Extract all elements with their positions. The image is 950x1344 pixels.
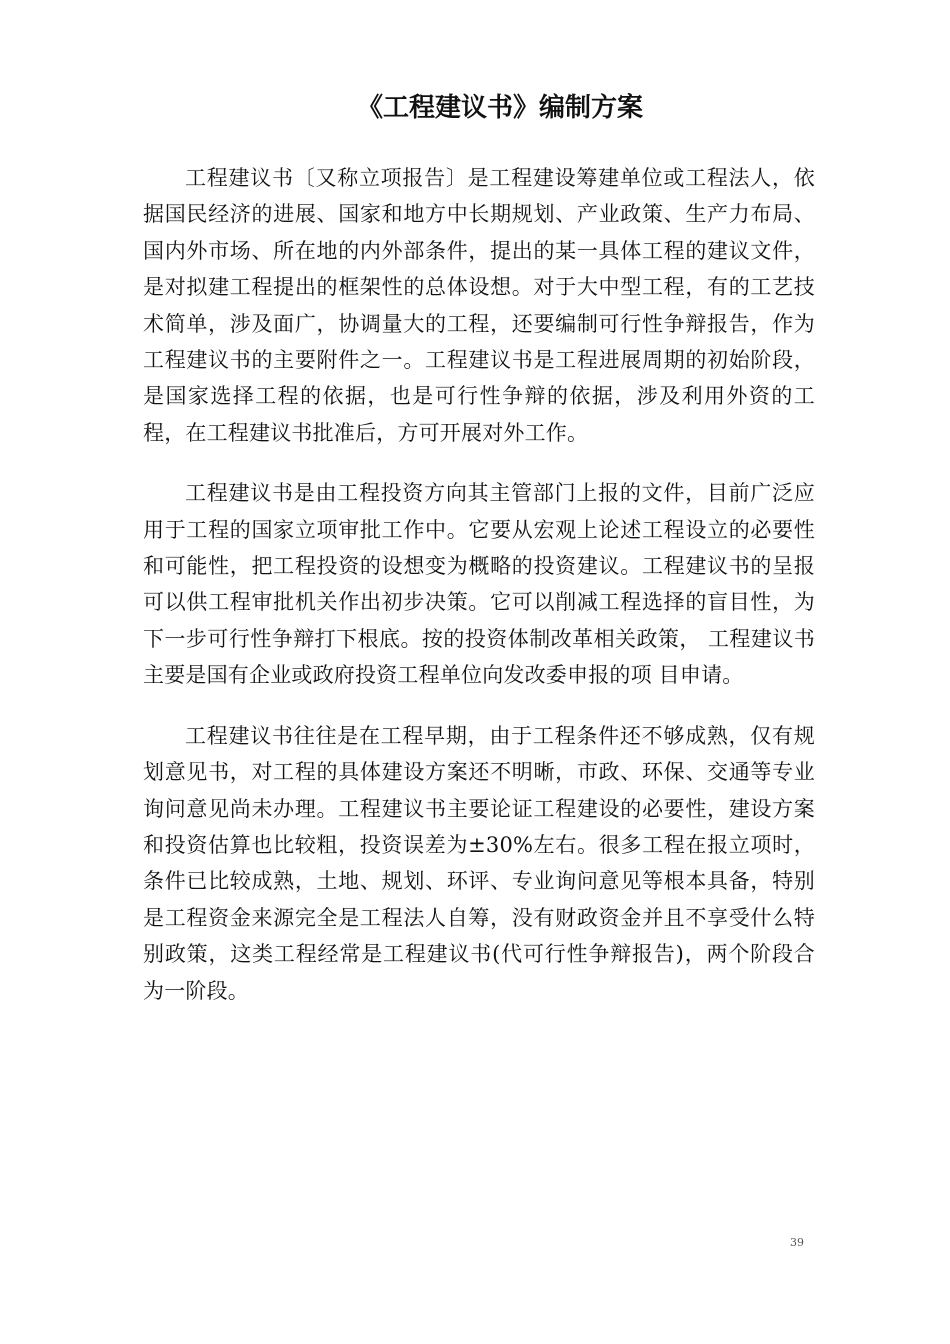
document-body — [143, 160, 815, 1033]
paragraph-3: 工程建议书往往是在工程早期，由于工程条件还不够成熟，仅有规划意见书，对工程的具体建设方案还不明晰，市政、环保、交通等专业询问意见尚未办理。工程建议书主要论证工程建设的必要性，建设方案和投资估算也比较粗，投资误差为±30%左右。很多工程在报立项时，条件已比较成熟，土地、规划、环评、专业询问意见等根本具备，特别是工程资金来源完全是工程法人自筹，没有财政资金并且不享受什么特别政策，这类工程经常是工程建议书(代可行性争辩报告)，两个阶段合为一阶段。 — [143, 723, 815, 1003]
page-title: 《工程建议书》编制方案 — [356, 93, 643, 123]
paragraph-2: 工程建议书是由工程投资方向其主管部门上报的文件，目前广泛应用于工程的国家立项审批工作中。它要从宏观上论述工程设立的必要性和可能性，把工程投资的设想变为概略的投资建议。工程建议书的呈报可以供工程审批机关作出初步决策。它可以削减工程选择的盲目性，为下一步可行性争辩打下根底。按的投资体制改革相关政策， 工程建议书主要是国有企业或政府投资工程单位向发改委申报的项 目申请。 — [143, 481, 815, 688]
page-number: 39 — [790, 1236, 804, 1249]
paragraph-1: 工程建议书〔又称立项报告〕是工程建设筹建单位或工程法人，依据国民经济的进展、国家和地方中长期规划、产业政策、生产力布局、国内外市场、所在地的内外部条件，提出的某一具体工程的建议文件，是对拟建工程提出的框架性的总体设想。对于大中型工程，有的工艺技术简单，涉及面广，协调量大的工程，还要编制可行性争辩报告，作为工程建议书的主要附件之一。工程建议书是工程进展周期的初始阶段，是国家选择工程的依据，也是可行性争辩的依据，涉及利用外资的工程，在工程建议书批准后，方可开展对外工作。 — [143, 166, 815, 445]
